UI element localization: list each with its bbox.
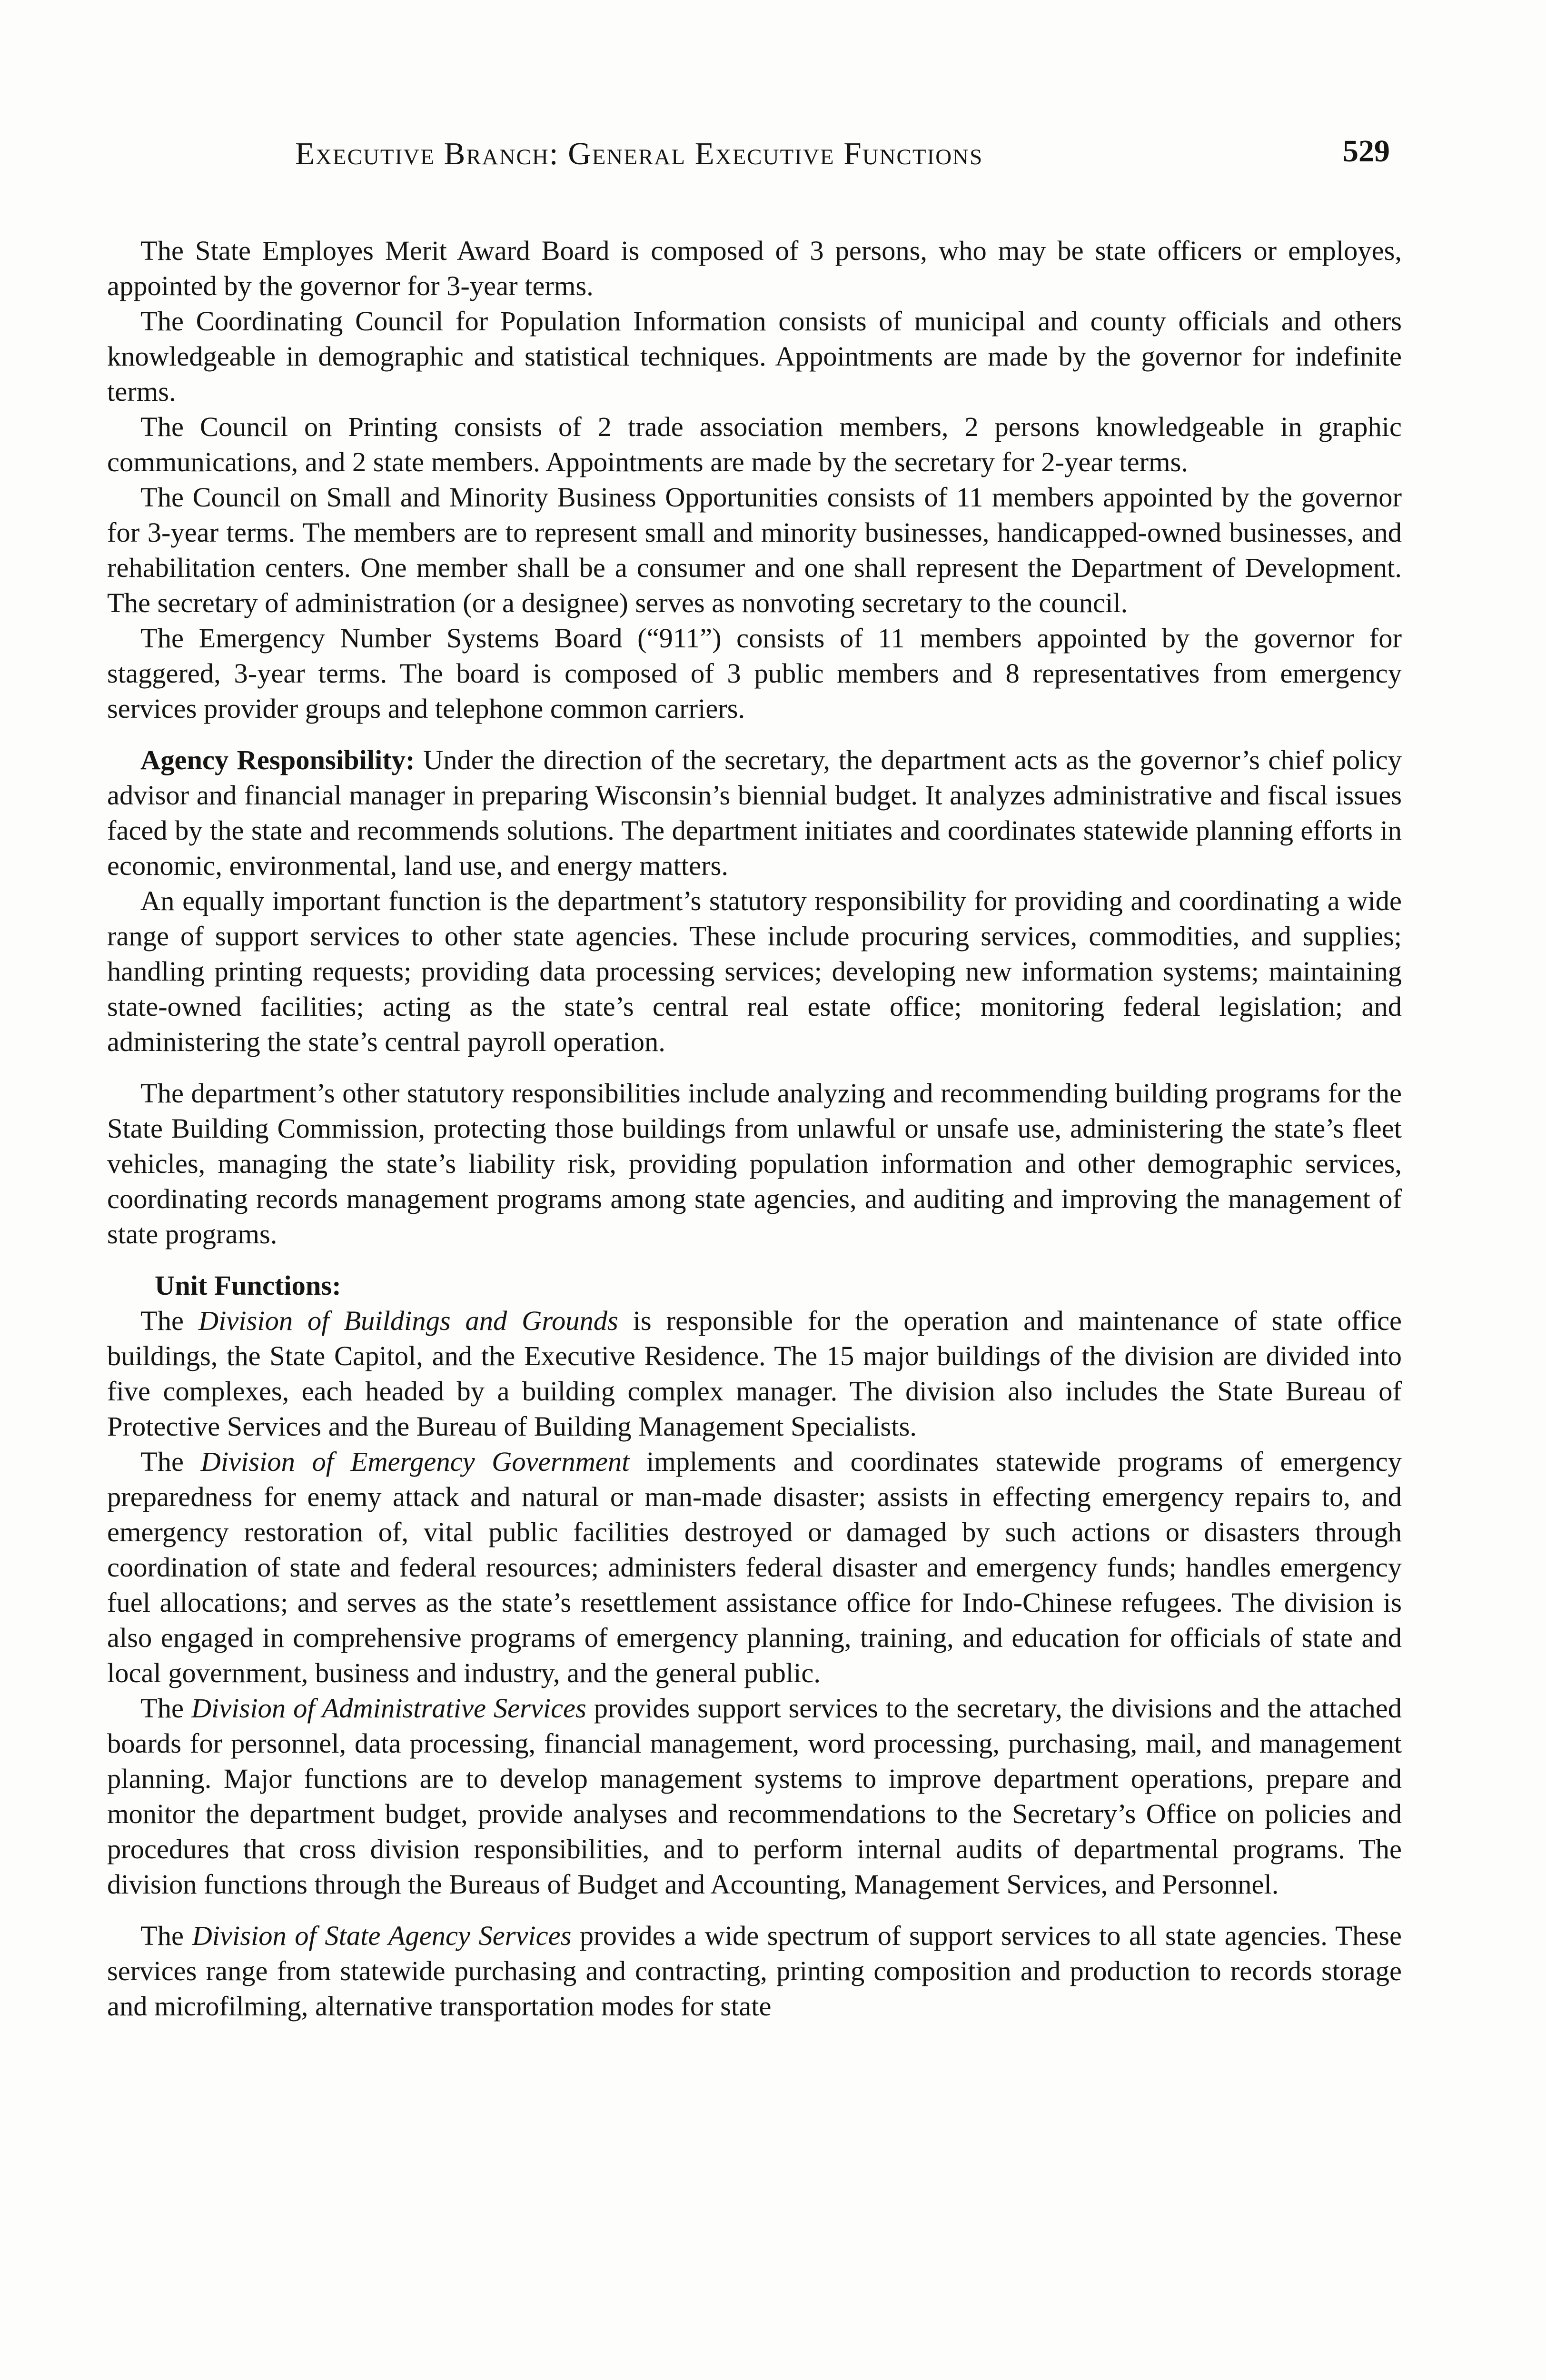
- division-name-buildings-grounds: Division of Buildings and Grounds: [198, 1305, 618, 1336]
- division-text: is responsible for the operation and maintenance of state office buildings, the State Capitol, and the Executive Residence. The 15 major buildings of the division are divided into five complexes, each headed by a building complex manager. The division also includes the State Bureau of Protective Services and the Bureau of Building Management Specialists.: [107, 1305, 1402, 1442]
- paragraph-support-services: An equally important function is the department’s statutory responsibility for providing and coordinating a wide range of support services to other state agencies. These include procuring services, commodities, and supplies; handling printing requests; providing data processing services; developing new information systems; maintaining state-owned facilities; acting as the state’s central real estate office; monitoring federal legislation; and administering the state’s central payroll operation.: [107, 885, 1402, 1057]
- paragraph-other-responsibilities: The department’s other statutory responsibilities include analyzing and recommending building programs for the State Building Commission, protecting those buildings from unlawful or unsafe use, administering the state’s fleet vehicles, managing the state’s liability risk, providing population information and other demographic services, coordinating records management programs among state agencies, and auditing and improving the management of state programs.: [107, 1078, 1402, 1250]
- paragraph-council-on-printing: The Council on Printing consists of 2 trade association members, 2 persons knowledgeable in graphic communications, and 2 state members. Appointments are made by the secretary for 2-year terms.: [107, 411, 1402, 477]
- division-name-state-agency-services: Division of State Agency Services: [192, 1920, 572, 1951]
- agency-responsibility-heading: Agency Responsibility:: [140, 744, 415, 775]
- page-header: [295, 136, 1390, 188]
- division-lead-in: The: [140, 1446, 201, 1477]
- agency-responsibility-text: Under the direction of the secretary, the department acts as the governor’s chief policy advisor and financial manager in preparing Wisconsin’s biennial budget. It analyzes administrative and fiscal issues faced by the state and recommends solutions. The department initiates and coordinates statewide planning efforts in economic, environmental, land use, and energy matters.: [107, 744, 1402, 881]
- paragraph-emergency-number-board: The Emergency Number Systems Board (“911”) consists of 11 members appointed by the governor for staggered, 3-year terms. The board is composed of 3 public members and 8 representatives from emergency services provider groups and telephone common carriers.: [107, 623, 1402, 724]
- paragraph-population-information: The Coordinating Council for Population Information consists of municipal and county officials and others knowledgeable in demographic and statistical techniques. Appointments are made by the governor for indefinite terms.: [107, 306, 1402, 407]
- paragraph-administrative-services: [107, 1691, 1402, 1902]
- division-text: provides support services to the secretary, the divisions and the attached boards for personnel, data processing, financial management, word processing, purchasing, mail, and management planning. Major functions are to develop management systems to improve department operations, prepare and monitor the department budget, provide analyses and recommendations to the Secretary’s Office on policies and procedures that cross division responsibilities, and to perform internal audits of departmental programs. The division functions through the Bureaus of Budget and Accounting, Management Services, and Personnel.: [107, 1693, 1402, 1900]
- document-body: [107, 233, 1402, 2328]
- division-text: implements and coordinates statewide programs of emergency preparedness for enemy attack and natural or man-made disaster; assists in effecting emergency repairs to, and emergency restoration of, vital public facilities destroyed or damaged by such actions or disasters through coordination of state and federal resources; administers federal disaster and emergency funds; handles emergency fuel allocations; and serves as the state’s resettlement assistance office for Indo-Chinese refugees. The division is also engaged in comprehensive programs of emergency planning, training, and education for officials of state and local government, business and industry, and the general public.: [107, 1446, 1402, 1688]
- paragraph-merit-award-board: The State Employes Merit Award Board is composed of 3 persons, who may be state officers or employes, appointed by the governor for 3-year terms.: [107, 235, 1402, 301]
- paragraph-state-agency-services: [107, 1918, 1402, 2024]
- division-lead-in: The: [140, 1920, 192, 1951]
- division-name-emergency-government: Division of Emergency Government: [200, 1446, 630, 1477]
- paragraph-buildings-grounds: [107, 1303, 1402, 1444]
- division-text: provides a wide spectrum of support services to all state agencies. These services range from statewide purchasing and contracting, printing composition and production to records storage and microfilming, alternative transportation modes for state: [107, 1920, 1402, 2022]
- division-name-administrative-services: Division of Administrative Services: [191, 1693, 586, 1724]
- unit-functions-heading: Unit Functions:: [155, 1270, 341, 1301]
- running-head: Executive Branch: General Executive Functions: [295, 136, 983, 171]
- paragraph-agency-responsibility: [107, 743, 1402, 883]
- division-lead-in: The: [140, 1305, 198, 1336]
- paragraph-small-minority-business: The Council on Small and Minority Business Opportunities consists of 11 members appointed by the governor for 3-year terms. The members are to represent small and minority businesses, handicapped-owned businesses, and rehabilitation centers. One member shall be a consumer and one shall represent the Department of Development. The secretary of administration (or a designee) serves as nonvoting secretary to the council.: [107, 482, 1402, 618]
- paragraph-emergency-government: [107, 1444, 1402, 1691]
- page-number: 529: [1343, 134, 1390, 169]
- division-lead-in: The: [140, 1693, 191, 1724]
